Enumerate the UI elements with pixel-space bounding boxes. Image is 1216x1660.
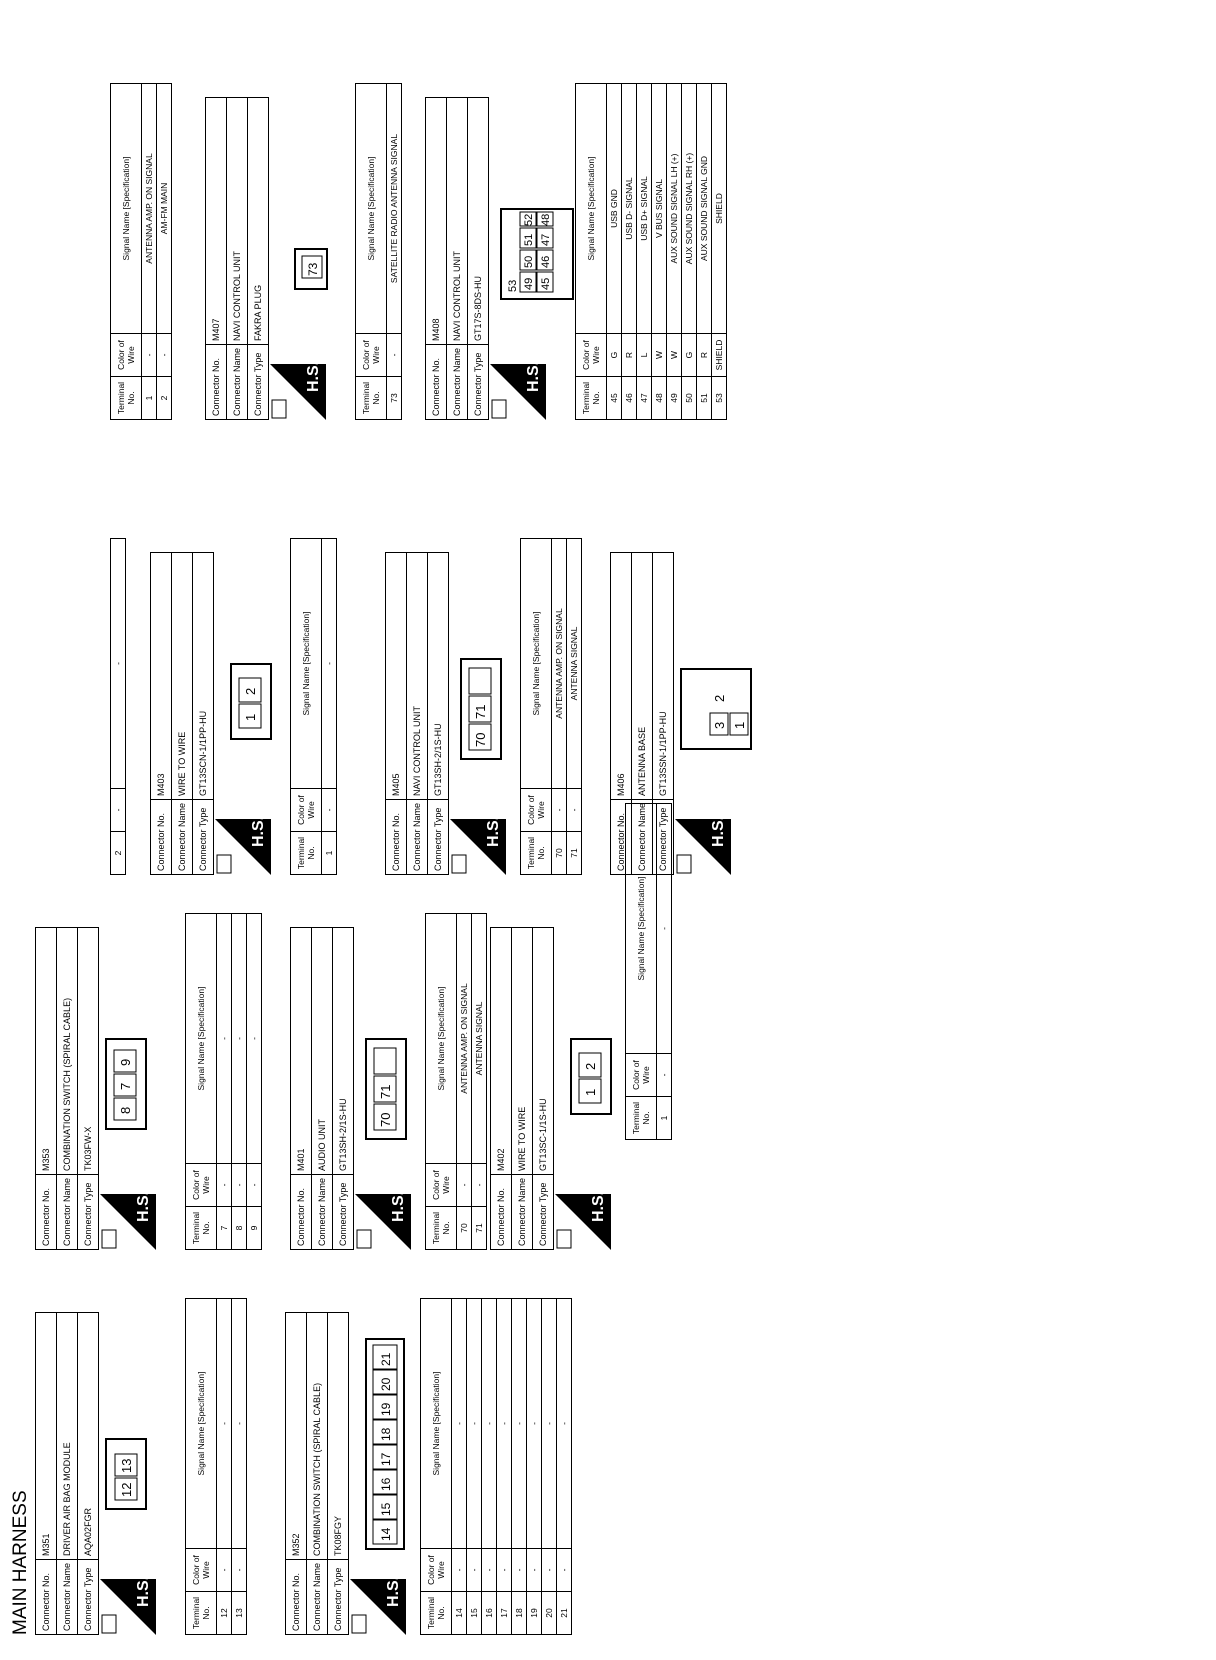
svg-text:H.S.: H.S. (250, 819, 267, 847)
connector-m405-face (460, 650, 515, 760)
connector-m353-table: Terminal No. Color of Wire Signal Name [Specification] 7 - - 8 - - 9 - - (185, 913, 262, 1250)
connector-m351-face (105, 1430, 155, 1510)
svg-text:50: 50 (523, 255, 535, 268)
hs-icon (100, 1194, 156, 1250)
svg-text:H.S.: H.S. (385, 1579, 402, 1607)
svg-text:70: 70 (473, 732, 488, 747)
svg-text:14: 14 (379, 1527, 393, 1541)
svg-text:18: 18 (379, 1427, 393, 1441)
svg-text:71: 71 (378, 1084, 393, 1099)
svg-text:71: 71 (473, 704, 488, 719)
svg-text:20: 20 (379, 1377, 393, 1391)
hs-icon (270, 364, 326, 420)
label-connector-type: Connector Type (78, 1559, 99, 1634)
connector-m406-table: Terminal No. Color of Wire Signal Name [Specification] 1 - ANTENNA AMP. ON SIGNAL 2 - AM-FM MAIN (110, 83, 172, 420)
connector-m352-face (365, 1320, 420, 1550)
svg-text:15: 15 (379, 1502, 393, 1516)
svg-text:47: 47 (540, 233, 552, 246)
connector-m402-table: Terminal No. Color of Wire Signal Name [Specification] 1 - - (625, 803, 672, 1140)
hs-icon (555, 1194, 611, 1250)
svg-text:46: 46 (540, 255, 552, 268)
svg-text:73: 73 (306, 262, 320, 276)
table-row: 17 - - (497, 1299, 512, 1635)
table-row: 15 - - (467, 1299, 482, 1635)
svg-text:7: 7 (118, 1082, 133, 1090)
connector-m406-info: Connector No. M406 Connector Name ANTENNA BASE Connector Type GT13SSN-1/1PP-HU (610, 552, 674, 875)
connector-m403-face (230, 650, 285, 740)
table-row: 13 - - (232, 1299, 247, 1635)
hs-icon (100, 1579, 156, 1635)
svg-text:8: 8 (118, 1106, 133, 1114)
svg-text:9: 9 (118, 1058, 133, 1066)
connector-m407-info: Connector No. M407 Connector Name NAVI CONTROL UNIT Connector Type FAKRA PLUG (205, 97, 269, 420)
svg-text:2: 2 (712, 694, 727, 702)
table-row: 9 - - (247, 914, 262, 1250)
label-connector-no: Connector No. (36, 1559, 57, 1634)
svg-text:52: 52 (523, 213, 535, 226)
svg-text:45: 45 (540, 277, 552, 290)
table-row: 71 - ANTENNA SIGNAL (472, 914, 487, 1250)
svg-text:70: 70 (378, 1112, 393, 1127)
svg-text:49: 49 (523, 277, 535, 290)
svg-text:H.S.: H.S. (305, 364, 322, 392)
table-row: 16 - - (482, 1299, 497, 1635)
table-row: 12 - - (217, 1299, 232, 1635)
svg-text:H.S.: H.S. (485, 819, 502, 847)
connector-m401-table: Terminal No. Color of Wire Signal Name [Specification] 70 - ANTENNA AMP. ON SIGNAL 71 - ANTENNA SIGNAL (425, 913, 487, 1250)
table-row: 45 G USB GND (607, 84, 622, 420)
table-row: 71 - ANTENNA SIGNAL (567, 539, 582, 875)
svg-text:2: 2 (243, 687, 258, 695)
connector-m401-face (365, 1030, 420, 1140)
connector-no-value: M351 (36, 1312, 57, 1559)
table-row: 70 - ANTENNA AMP. ON SIGNAL (457, 914, 472, 1250)
connector-m353-info: Connector No. M353 Connector Name COMBINATION SWITCH (SPIRAL CABLE) Connector Type TK03FW-X (35, 927, 99, 1250)
svg-text:1: 1 (583, 1088, 598, 1096)
hs-icon (355, 1194, 411, 1250)
label-connector-name: Connector Name (57, 1559, 78, 1634)
table-row: 49 W AUX SOUND SIGNAL LH (+) (667, 84, 682, 420)
svg-text:21: 21 (379, 1352, 393, 1366)
pin-label: 12 (119, 1482, 134, 1497)
connector-name-value: DRIVER AIR BAG MODULE (57, 1312, 78, 1559)
hs-icon (490, 364, 546, 420)
connector-type-value: AQA02FGR (78, 1312, 99, 1559)
connector-m352-table: Terminal No. Color of Wire Signal Name [Specification] 14 - - 15 - - 16 - - 17 - - 18 - - 19 - - 20 - - 21 - - (420, 1298, 572, 1635)
table-row: 19 - - (527, 1299, 542, 1635)
svg-text:51: 51 (523, 233, 535, 246)
table-row: 70 - ANTENNA AMP. ON SIGNAL (552, 539, 567, 875)
table-row: 21 - - (557, 1299, 572, 1635)
connector-m401-info: Connector No. M401 Connector Name AUDIO UNIT Connector Type GT13SH-2/1S-HU (290, 927, 354, 1250)
svg-text:53: 53 (507, 279, 519, 292)
col-color: Color of Wire (186, 1549, 217, 1592)
table-row: 1 - ANTENNA AMP. ON SIGNAL (142, 84, 157, 420)
pin-label: 13 (119, 1458, 134, 1473)
table-row: 2 - AM-FM MAIN (157, 84, 172, 420)
connector-m353-face (105, 1030, 160, 1130)
connector-m408-info: Connector No. M408 Connector Name NAVI CONTROL UNIT Connector Type GT17S-8DS-HU (425, 97, 489, 420)
table-row: 14 - - (452, 1299, 467, 1635)
connector-m351-info (35, 1312, 99, 1635)
table-row: 50 G AUX SOUND SIGNAL RH (+) (682, 84, 697, 420)
table-row: 1 - - (657, 804, 672, 1140)
svg-text:H.S.: H.S. (525, 364, 542, 392)
table-row: 46 R USB D- SIGNAL (622, 84, 637, 420)
svg-text:48: 48 (540, 213, 552, 226)
connector-m406-face (680, 650, 765, 750)
connector-m407-face (290, 230, 345, 290)
svg-text:16: 16 (379, 1477, 393, 1491)
col-terminal: Terminal No. (186, 1592, 217, 1635)
connector-m407-table: Terminal No. Color of Wire Signal Name [Specification] 73 - SATELLITE RADIO ANTENNA SIGNAL (355, 83, 402, 420)
svg-text:H.S.: H.S. (590, 1194, 607, 1222)
svg-text:19: 19 (379, 1402, 393, 1416)
svg-text:2: 2 (583, 1062, 598, 1070)
table-row: 18 - - (512, 1299, 527, 1635)
table-row: 53 SHIELD SHIELD (712, 84, 727, 420)
hs-icon (215, 819, 271, 875)
hs-icon (450, 819, 506, 875)
connector-m405-table: Terminal No. Color of Wire Signal Name [Specification] 70 - ANTENNA AMP. ON SIGNAL 71 - ANTENNA SIGNAL (520, 538, 582, 875)
connector-m408-table: Terminal No. Color of Wire Signal Name [Specification] 45 G USB GND 46 R USB D- SIGNAL 47 L USB D+ SIGNAL 48 W V BUS SIGNAL 49 W AUX SOUND SIGNAL LH (+) 50 G AUX SOUND SIGNAL RH (+) 51 R AUX SOUND SIGNAL GND 53 SHIELD SHIELD (575, 83, 727, 420)
table-row: 8 - - (232, 914, 247, 1250)
table-row: 51 R AUX SOUND SIGNAL GND (697, 84, 712, 420)
connector-m408-face (500, 200, 585, 300)
connector-m405-info: Connector No. M405 Connector Name NAVI CONTROL UNIT Connector Type GT13SH-2/1S-HU (385, 552, 449, 875)
connector-m403-info: Connector No. M403 Connector Name WIRE TO WIRE Connector Type GT13SCN-1/1PP-HU (150, 552, 214, 875)
connector-m351-table (185, 1298, 247, 1635)
table-row: 20 - - (542, 1299, 557, 1635)
svg-text:1: 1 (243, 713, 258, 721)
svg-text:17: 17 (379, 1452, 393, 1466)
hs-label: H.S. (135, 1579, 152, 1607)
table-row: 47 L USB D+ SIGNAL (637, 84, 652, 420)
table-row: 48 W V BUS SIGNAL (652, 84, 667, 420)
svg-text:H.S.: H.S. (135, 1194, 152, 1222)
svg-text:1: 1 (732, 721, 747, 729)
connector-m402-face (570, 1025, 625, 1115)
connector-m352-info: Connector No. M352 Connector Name COMBINATION SWITCH (SPIRAL CABLE) Connector Type TK08FGY (285, 1312, 349, 1635)
connector-m403-table: Terminal No. Color of Wire Signal Name [Specification] 1 - - (290, 538, 337, 875)
connector-m402-info: Connector No. M402 Connector Name WIRE TO WIRE Connector Type GT13SC-1/1S-HU (490, 927, 554, 1250)
page-title: MAIN HARNESS (10, 1490, 31, 1635)
table-row: 7 - - (217, 914, 232, 1250)
svg-text:H.S.: H.S. (710, 819, 727, 847)
connector-m403-top-row (110, 538, 126, 875)
table-row: 2 - - (111, 539, 126, 875)
table-row: 1 - - (322, 539, 337, 875)
col-signal: Signal Name [Specification] (186, 1299, 217, 1549)
hs-icon (675, 819, 731, 875)
svg-text:H.S.: H.S. (390, 1194, 407, 1222)
svg-text:3: 3 (712, 721, 727, 729)
table-row: 73 - SATELLITE RADIO ANTENNA SIGNAL (387, 84, 402, 420)
hs-icon (350, 1579, 406, 1635)
